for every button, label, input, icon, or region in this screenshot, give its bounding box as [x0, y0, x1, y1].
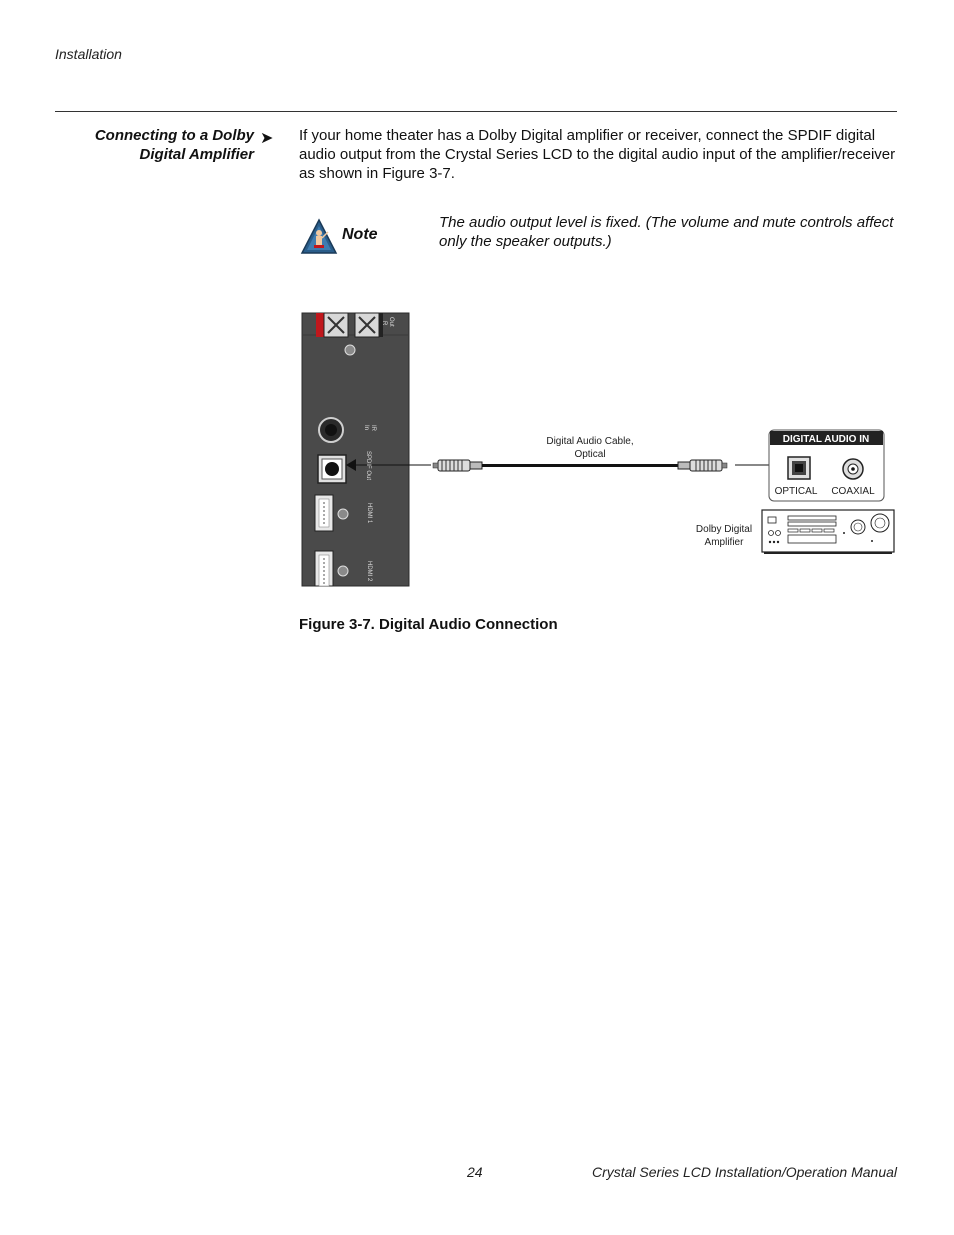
screw-3	[338, 566, 348, 576]
out-r-label: R	[381, 321, 387, 326]
optical-label: OPTICAL	[774, 486, 818, 497]
digital-audio-in-box	[769, 430, 884, 501]
page-number: 24	[467, 1164, 483, 1180]
lcd-rear-panel	[302, 313, 409, 586]
note-text: The audio output level is fixed. (The volume and mute controls affect only the speaker outputs.)	[439, 214, 894, 250]
section-arrow-icon: ➤	[260, 130, 274, 147]
section-title-line-2: Digital Amplifier	[139, 146, 254, 163]
hdmi-1-label: HDMI 1	[366, 503, 372, 524]
ir-label: IR	[370, 425, 376, 431]
digital-audio-connection-diagram	[290, 305, 910, 605]
running-header: Installation	[55, 46, 122, 62]
screw-2	[338, 509, 348, 519]
cable-label-line-1: Digital Audio Cable,	[546, 436, 634, 447]
body-paragraph: If your home theater has a Dolby Digital amplifier or receiver, connect the SPDIF digital audio output from the Crystal Series LCD to the digital audio input of the amplifier/receiver as shown in Figure 3-7.	[299, 127, 896, 182]
optical-cable	[433, 460, 727, 471]
note-label: Note	[342, 226, 378, 243]
section-title-line-1: Connecting to a Dolby	[94, 127, 254, 144]
digital-in-title: DIGITAL AUDIO IN	[782, 434, 870, 445]
coaxial-label: COAXIAL	[831, 486, 875, 497]
screw-1	[345, 345, 355, 355]
hdmi-2-label: HDMI 2	[366, 561, 372, 582]
section-title	[60, 126, 254, 164]
out-label: Out	[388, 317, 394, 327]
figure-caption: Figure 3-7. Digital Audio Connection	[299, 616, 558, 633]
note-icon	[300, 218, 338, 256]
header-rule	[55, 111, 897, 112]
amp-label-line-1: Dolby Digital	[695, 524, 753, 535]
dolby-digital-amplifier-illustration	[762, 510, 894, 554]
cable-label-line-2: Optical	[574, 449, 606, 460]
amp-label-line-2: Amplifier	[704, 537, 744, 548]
spdif-out-label: SPDIF Out	[365, 451, 371, 481]
manual-title: Crystal Series LCD Installation/Operation Manual	[591, 1164, 897, 1180]
ir-in-label: In	[363, 425, 369, 431]
